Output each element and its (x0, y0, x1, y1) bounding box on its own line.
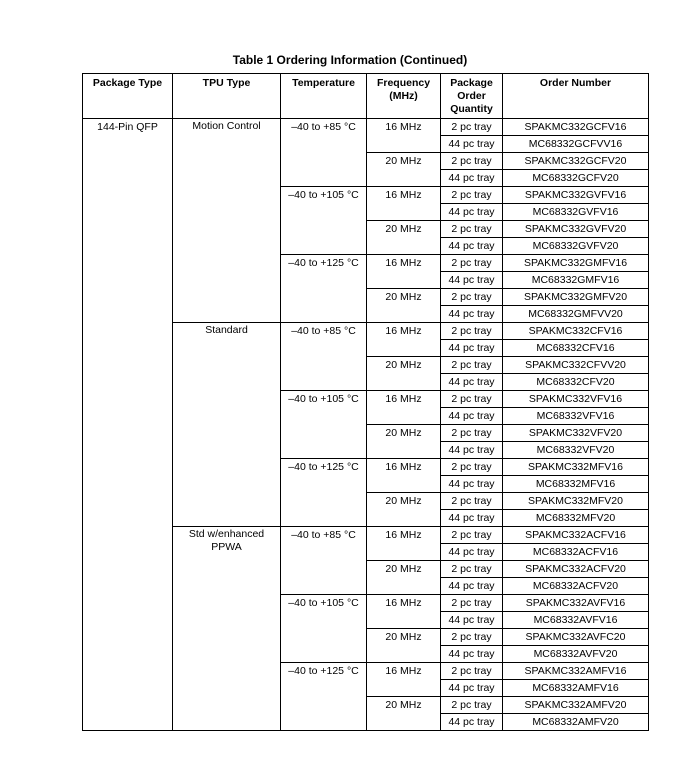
tpu-type-cell: Std w/enhanced PPWA (173, 527, 281, 731)
frequency-cell: 16 MHz (367, 391, 441, 425)
order-number-cell: MC68332AMFV16 (503, 680, 649, 697)
order-number-cell: SPAKMC332MFV20 (503, 493, 649, 510)
frequency-cell: 16 MHz (367, 459, 441, 493)
tpu-type-cell: Standard (173, 323, 281, 527)
order-number-cell: SPAKMC332GCFV16 (503, 119, 649, 136)
quantity-cell: 44 pc tray (441, 272, 503, 289)
quantity-cell: 2 pc tray (441, 357, 503, 374)
frequency-cell: 16 MHz (367, 119, 441, 153)
order-number-cell: MC68332VFV20 (503, 442, 649, 459)
frequency-cell: 16 MHz (367, 595, 441, 629)
order-number-cell: MC68332GVFV16 (503, 204, 649, 221)
frequency-cell: 16 MHz (367, 663, 441, 697)
order-number-cell: SPAKMC332GVFV16 (503, 187, 649, 204)
quantity-cell: 44 pc tray (441, 374, 503, 391)
order-number-cell: SPAKMC332GMFV20 (503, 289, 649, 306)
quantity-cell: 44 pc tray (441, 170, 503, 187)
quantity-cell: 44 pc tray (441, 238, 503, 255)
quantity-cell: 44 pc tray (441, 510, 503, 527)
quantity-cell: 2 pc tray (441, 221, 503, 238)
ordering-table (82, 73, 649, 731)
quantity-cell: 2 pc tray (441, 663, 503, 680)
order-number-cell: MC68332GCFV20 (503, 170, 649, 187)
quantity-cell: 2 pc tray (441, 697, 503, 714)
order-number-cell: SPAKMC332AVFV16 (503, 595, 649, 612)
quantity-cell: 44 pc tray (441, 544, 503, 561)
header-package-order-quantity: Package Order Quantity (441, 74, 503, 119)
order-number-cell: MC68332CFV20 (503, 374, 649, 391)
package-type-cell: 144-Pin QFP (83, 119, 173, 731)
quantity-cell: 2 pc tray (441, 595, 503, 612)
frequency-cell: 16 MHz (367, 187, 441, 221)
order-number-cell: MC68332ACFV20 (503, 578, 649, 595)
table-body (83, 119, 649, 731)
quantity-cell: 44 pc tray (441, 476, 503, 493)
order-number-cell: SPAKMC332AMFV20 (503, 697, 649, 714)
order-number-cell: SPAKMC332GCFV20 (503, 153, 649, 170)
quantity-cell: 2 pc tray (441, 629, 503, 646)
quantity-cell: 2 pc tray (441, 187, 503, 204)
order-number-cell: SPAKMC332GMFV16 (503, 255, 649, 272)
quantity-cell: 44 pc tray (441, 408, 503, 425)
temperature-cell: –40 to +85 °C (281, 119, 367, 187)
order-number-cell: SPAKMC332AMFV16 (503, 663, 649, 680)
order-number-cell: MC68332GCFVV16 (503, 136, 649, 153)
frequency-cell: 20 MHz (367, 697, 441, 731)
header-temperature: Temperature (281, 74, 367, 119)
quantity-cell: 2 pc tray (441, 289, 503, 306)
order-number-cell: MC68332VFV16 (503, 408, 649, 425)
quantity-cell: 44 pc tray (441, 442, 503, 459)
temperature-cell: –40 to +125 °C (281, 255, 367, 323)
order-number-cell: SPAKMC332VFV20 (503, 425, 649, 442)
order-number-cell: MC68332AVFV16 (503, 612, 649, 629)
temperature-cell: –40 to +85 °C (281, 323, 367, 391)
order-number-cell: SPAKMC332CFVV20 (503, 357, 649, 374)
order-number-cell: MC68332AMFV20 (503, 714, 649, 731)
frequency-cell: 20 MHz (367, 221, 441, 255)
frequency-cell: 20 MHz (367, 289, 441, 323)
order-number-cell: SPAKMC332MFV16 (503, 459, 649, 476)
quantity-cell: 44 pc tray (441, 578, 503, 595)
quantity-cell: 2 pc tray (441, 119, 503, 136)
quantity-cell: 44 pc tray (441, 646, 503, 663)
order-number-cell: MC68332GMFV16 (503, 272, 649, 289)
temperature-cell: –40 to +125 °C (281, 663, 367, 731)
header-package-type: Package Type (83, 74, 173, 119)
frequency-cell: 20 MHz (367, 357, 441, 391)
quantity-cell: 2 pc tray (441, 255, 503, 272)
order-number-cell: SPAKMC332CFV16 (503, 323, 649, 340)
frequency-cell: 20 MHz (367, 493, 441, 527)
frequency-cell: 20 MHz (367, 629, 441, 663)
temperature-cell: –40 to +85 °C (281, 527, 367, 595)
quantity-cell: 44 pc tray (441, 612, 503, 629)
quantity-cell: 2 pc tray (441, 153, 503, 170)
frequency-cell: 16 MHz (367, 323, 441, 357)
temperature-cell: –40 to +125 °C (281, 459, 367, 527)
quantity-cell: 2 pc tray (441, 561, 503, 578)
temperature-cell: –40 to +105 °C (281, 595, 367, 663)
table-title: Table 1 Ordering Information (Continued) (232, 53, 468, 67)
order-number-cell: MC68332MFV16 (503, 476, 649, 493)
frequency-cell: 20 MHz (367, 425, 441, 459)
frequency-cell: 20 MHz (367, 561, 441, 595)
tpu-type-cell: Motion Control (173, 119, 281, 323)
header-row (83, 74, 649, 119)
header-frequency: Frequency (MHz) (367, 74, 441, 119)
order-number-cell: MC68332CFV16 (503, 340, 649, 357)
order-number-cell: SPAKMC332VFV16 (503, 391, 649, 408)
quantity-cell: 2 pc tray (441, 493, 503, 510)
quantity-cell: 2 pc tray (441, 391, 503, 408)
quantity-cell: 2 pc tray (441, 323, 503, 340)
quantity-cell: 2 pc tray (441, 459, 503, 476)
frequency-cell: 20 MHz (367, 153, 441, 187)
quantity-cell: 2 pc tray (441, 425, 503, 442)
header-tpu-type: TPU Type (173, 74, 281, 119)
order-number-cell: SPAKMC332AVFC20 (503, 629, 649, 646)
quantity-cell: 44 pc tray (441, 136, 503, 153)
quantity-cell: 44 pc tray (441, 204, 503, 221)
order-number-cell: SPAKMC332ACFV20 (503, 561, 649, 578)
order-number-cell: MC68332ACFV16 (503, 544, 649, 561)
order-number-cell: MC68332MFV20 (503, 510, 649, 527)
order-number-cell: MC68332AVFV20 (503, 646, 649, 663)
order-number-cell: SPAKMC332GVFV20 (503, 221, 649, 238)
quantity-cell: 44 pc tray (441, 306, 503, 323)
order-number-cell: MC68332GMFVV20 (503, 306, 649, 323)
table-row (83, 119, 649, 136)
frequency-cell: 16 MHz (367, 255, 441, 289)
header-order-number: Order Number (503, 74, 649, 119)
order-number-cell: SPAKMC332ACFV16 (503, 527, 649, 544)
quantity-cell: 2 pc tray (441, 527, 503, 544)
frequency-cell: 16 MHz (367, 527, 441, 561)
order-number-cell: MC68332GVFV20 (503, 238, 649, 255)
temperature-cell: –40 to +105 °C (281, 187, 367, 255)
temperature-cell: –40 to +105 °C (281, 391, 367, 459)
quantity-cell: 44 pc tray (441, 714, 503, 731)
quantity-cell: 44 pc tray (441, 340, 503, 357)
quantity-cell: 44 pc tray (441, 680, 503, 697)
